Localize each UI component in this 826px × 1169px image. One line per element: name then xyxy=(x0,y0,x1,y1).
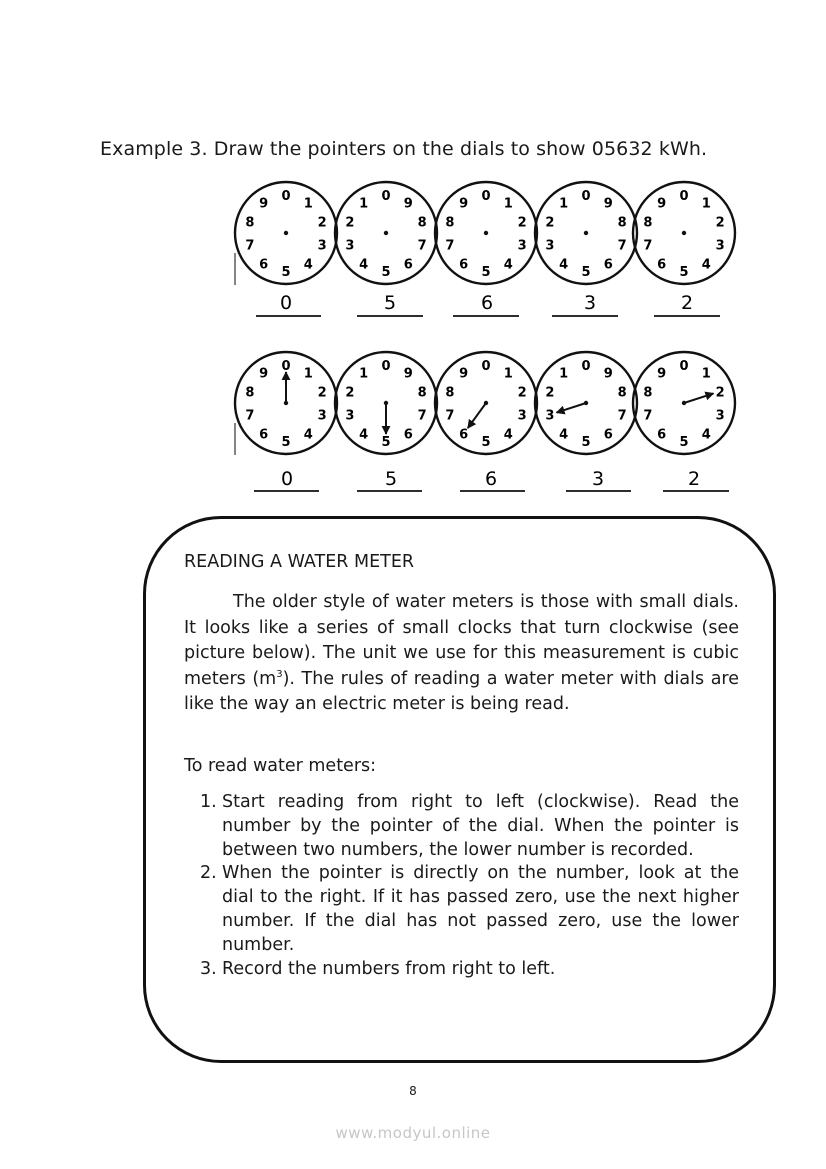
dial-number: 7 xyxy=(417,238,427,254)
dial-number: 9 xyxy=(459,196,469,212)
page-number: 8 xyxy=(409,1084,417,1098)
dial-number: 1 xyxy=(701,196,711,212)
dial-number: 9 xyxy=(259,366,269,382)
dial-number: 5 xyxy=(581,435,591,450)
dial-number: 0 xyxy=(281,189,291,204)
dial-number: 2 xyxy=(345,215,355,231)
dial-number: 5 xyxy=(679,265,689,280)
callout-paragraph xyxy=(184,590,739,718)
dial-number: 3 xyxy=(517,408,527,424)
dial-number: 0 xyxy=(581,359,591,374)
dial-number: 7 xyxy=(445,238,455,254)
dial-pointer-arrow xyxy=(468,403,486,428)
dial-number: 3 xyxy=(345,408,355,424)
dial-number: 4 xyxy=(503,257,513,273)
dial-number: 8 xyxy=(417,215,427,231)
steps-list xyxy=(200,791,739,981)
dial-number: 0 xyxy=(281,359,291,374)
step-number: 3. xyxy=(200,958,217,979)
step-text: Start reading from right to left (clockwise). Read the number by the pointer of the dial. When the pointer is between two numbers, the lower number is recorded. xyxy=(222,792,739,860)
paragraph-part-b: ). The rules of reading a water meter with dials are like the way an electric meter is being read. xyxy=(184,668,739,714)
dial-number: 3 xyxy=(715,408,725,424)
dial-number: 8 xyxy=(643,215,653,231)
dial-answer: 6 xyxy=(480,292,494,314)
dial-number: 8 xyxy=(445,385,455,401)
dial-number: 2 xyxy=(545,385,555,401)
dial-number: 5 xyxy=(481,435,491,450)
dial-number: 8 xyxy=(417,385,427,401)
dial-number: 0 xyxy=(481,189,491,204)
dial-number: 3 xyxy=(545,238,555,254)
steps-intro: To read water meters: xyxy=(184,756,377,776)
meter-dials-figure xyxy=(0,0,826,520)
dial-number: 9 xyxy=(603,196,613,212)
dial-number: 4 xyxy=(559,427,569,443)
dial-number: 5 xyxy=(381,265,391,280)
dial-number: 6 xyxy=(403,257,413,273)
step-text: Record the numbers from right to left. xyxy=(222,958,556,979)
dial-number: 1 xyxy=(359,366,369,382)
dial-number: 5 xyxy=(381,435,391,450)
dial-answer: 2 xyxy=(680,292,694,314)
dial-number: 9 xyxy=(657,366,667,382)
dial-number: 0 xyxy=(679,189,689,204)
dial-number: 2 xyxy=(517,215,527,231)
dial-number: 7 xyxy=(245,238,255,254)
dial-number: 8 xyxy=(445,215,455,231)
dial-number: 9 xyxy=(603,366,613,382)
dial-center-dot xyxy=(284,231,288,235)
dial-number: 7 xyxy=(417,408,427,424)
dial-number: 9 xyxy=(403,196,413,212)
dial-pointer-arrow xyxy=(557,403,587,413)
dial-number: 9 xyxy=(259,196,269,212)
dial-number: 3 xyxy=(545,408,555,424)
dial-number: 3 xyxy=(715,238,725,254)
dial-number: 1 xyxy=(503,366,513,382)
dial-number: 7 xyxy=(617,408,627,424)
dial-center-dot xyxy=(682,231,686,235)
dial-number: 6 xyxy=(603,427,613,443)
dial-number: 4 xyxy=(303,257,313,273)
dial-number: 7 xyxy=(643,238,653,254)
dial-number: 2 xyxy=(715,385,725,401)
dial-answer: 0 xyxy=(280,468,294,490)
dial-number: 0 xyxy=(481,359,491,374)
dial-center-dot xyxy=(584,231,588,235)
callout-title: READING A WATER METER xyxy=(184,552,415,572)
dial-number: 6 xyxy=(403,427,413,443)
dial-number: 2 xyxy=(715,215,725,231)
dial-number: 1 xyxy=(359,196,369,212)
dial-number: 4 xyxy=(503,427,513,443)
dial-number: 8 xyxy=(245,385,255,401)
dial-number: 7 xyxy=(445,408,455,424)
superscript-three: 3 xyxy=(276,668,283,680)
dial-number: 5 xyxy=(581,265,591,280)
dial-number: 3 xyxy=(517,238,527,254)
dial-number: 3 xyxy=(317,238,327,254)
dial-number: 2 xyxy=(345,385,355,401)
dial-number: 8 xyxy=(617,215,627,231)
dial-number: 6 xyxy=(259,257,269,273)
paragraph-part-a: The older style of water meters is those with small dials. It looks like a series of small clocks that turn clockwise (see picture below). The unit we use for this measurement is cubic meters (m xyxy=(184,592,739,689)
dial-number: 4 xyxy=(701,257,711,273)
dial-number: 0 xyxy=(381,359,391,374)
dial-number: 4 xyxy=(701,427,711,443)
example-title: Example 3. Draw the pointers on the dials to show 05632 kWh. xyxy=(100,138,708,160)
dial-number: 6 xyxy=(657,427,667,443)
step-item xyxy=(200,958,739,982)
dial-number: 9 xyxy=(657,196,667,212)
dial-number: 2 xyxy=(317,385,327,401)
dial-number: 2 xyxy=(317,215,327,231)
dial-number: 0 xyxy=(679,359,689,374)
dial-number: 4 xyxy=(359,427,369,443)
dial-pointer-arrow xyxy=(684,393,714,403)
dial-number: 7 xyxy=(643,408,653,424)
dial-answer: 2 xyxy=(687,468,701,490)
dial-number: 3 xyxy=(317,408,327,424)
dial-number: 6 xyxy=(459,427,469,443)
dial-number: 2 xyxy=(545,215,555,231)
dial-number: 1 xyxy=(559,366,569,382)
dial-answer: 3 xyxy=(583,292,597,314)
dial-number: 0 xyxy=(381,189,391,204)
dial-answer: 6 xyxy=(484,468,498,490)
dial-number: 4 xyxy=(559,257,569,273)
dial-number: 5 xyxy=(281,435,291,450)
dial-number: 1 xyxy=(701,366,711,382)
step-item xyxy=(200,862,739,957)
dial-number: 6 xyxy=(657,257,667,273)
dial-number: 2 xyxy=(517,385,527,401)
dial-answer: 3 xyxy=(591,468,605,490)
dial-number: 9 xyxy=(403,366,413,382)
dial-number: 6 xyxy=(459,257,469,273)
dial-number: 7 xyxy=(617,238,627,254)
dial-number: 5 xyxy=(679,435,689,450)
dial-number: 3 xyxy=(345,238,355,254)
watermark: www.modyul.online xyxy=(335,1124,491,1142)
step-text: When the pointer is directly on the number, look at the dial to the right. If it has passed zero, use the next higher number. If the dial has not passed zero, use the lower number. xyxy=(222,863,739,955)
dial-number: 7 xyxy=(245,408,255,424)
dial-number: 6 xyxy=(603,257,613,273)
dial-number: 5 xyxy=(481,265,491,280)
dial-answer: 0 xyxy=(279,292,293,314)
dial-number: 8 xyxy=(643,385,653,401)
dial-center-dot xyxy=(384,231,388,235)
dial-number: 0 xyxy=(581,189,591,204)
dial-answer: 5 xyxy=(384,468,398,490)
step-number: 1. xyxy=(200,792,217,812)
dial-number: 8 xyxy=(617,385,627,401)
dial-number: 4 xyxy=(303,427,313,443)
dial-answer: 5 xyxy=(383,292,397,314)
dial-center-dot xyxy=(484,231,488,235)
dial-number: 1 xyxy=(559,196,569,212)
step-item xyxy=(200,791,739,862)
dial-number: 9 xyxy=(459,366,469,382)
dial-number: 5 xyxy=(281,265,291,280)
dial-number: 1 xyxy=(503,196,513,212)
dial-number: 1 xyxy=(303,366,313,382)
dial-number: 6 xyxy=(259,427,269,443)
dial-number: 4 xyxy=(359,257,369,273)
step-number: 2. xyxy=(200,863,217,884)
dial-number: 1 xyxy=(303,196,313,212)
dial-number: 8 xyxy=(245,215,255,231)
